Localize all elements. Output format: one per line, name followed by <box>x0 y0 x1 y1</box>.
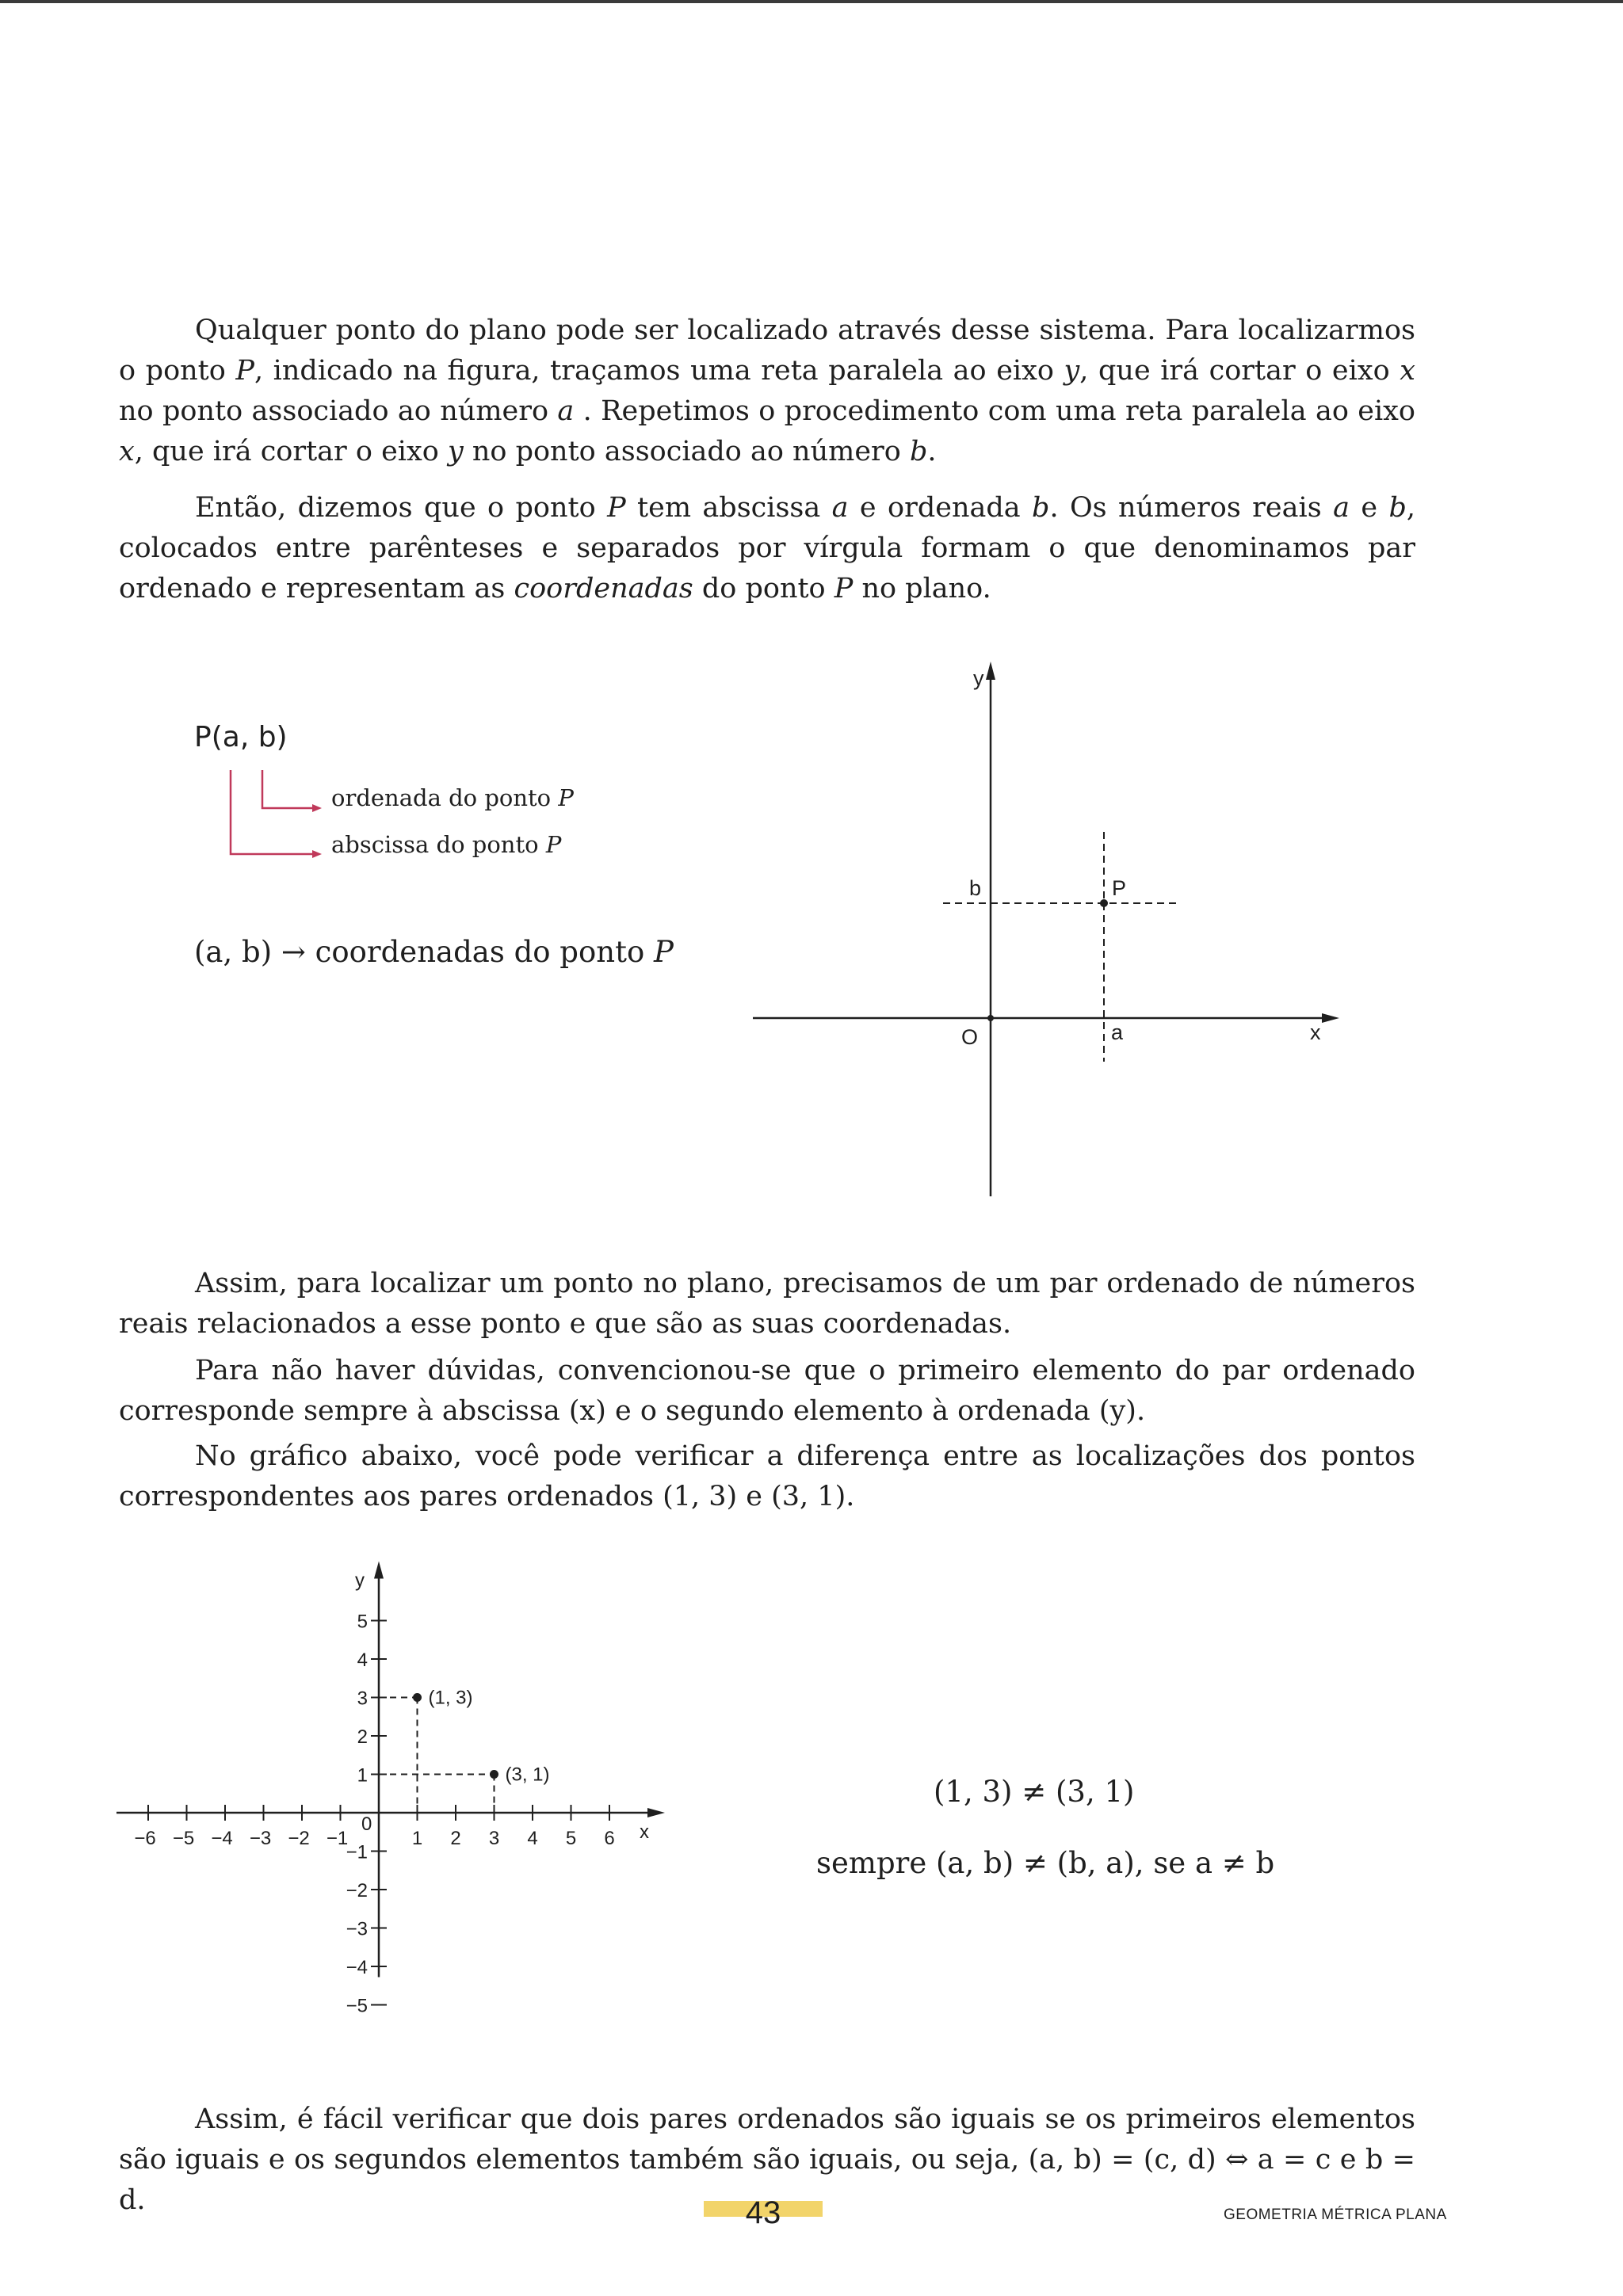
coordinates-definition: (a, b) → coordenadas do ponto P <box>194 935 674 969</box>
paragraph-2: Então, dizemos que o ponto P tem abscissa a e ordenada b. Os números reais a e b, colocados entre parênteses e separados por vírgula formam o que denominamos par ordenado e representam as coordenadas do ponto P no plano. <box>119 492 1415 605</box>
x-tick-label: 6 <box>604 1828 615 1849</box>
y-tick-label: 1 <box>357 1764 368 1787</box>
y-axis-arrowhead <box>374 1562 384 1579</box>
x-tick-label: −4 <box>211 1828 233 1849</box>
y-tick-label: 3 <box>357 1688 368 1710</box>
abscissa-label: abscissa do ponto P <box>331 831 562 858</box>
paragraph-6: Assim, é fácil verificar que dois pares ordenados são iguais se os primeiros elementos são iguais e os segundos elementos também são iguais, ou seja, (a, b) = (c, d) ⇔ a = c e b = d. <box>119 2103 1415 2216</box>
point-p-marker <box>1100 899 1108 907</box>
origin-label: 0 <box>361 1814 372 1835</box>
x-axis-arrowhead <box>1322 1013 1339 1023</box>
paragraph-5: No gráfico abaixo, você pode verificar a diferença entre as localizações dos pontos correspondentes aos pares ordenados (1, 3) e (3, 1). <box>119 1440 1415 1512</box>
paragraph-1: Qualquer ponto do plano pode ser localizado através desse sistema. Para localizarmos o ponto P, indicado na figura, traçamos uma reta paralela ao eixo y, que irá cortar o eixo x no ponto associado ao número a . Repetimos o procedimento com uma reta paralela ao eixo x, que irá cortar o eixo y no ponto associado ao número b. <box>119 315 1415 467</box>
data-point-label: (3, 1) <box>505 1764 550 1786</box>
x-tick-label: 5 <box>565 1828 577 1849</box>
book-title: GEOMETRIA MÉTRICA PLANA <box>1224 2206 1447 2223</box>
data-point <box>413 1693 422 1702</box>
bracket-arrows <box>222 769 325 864</box>
y-tick-label: 4 <box>357 1650 368 1671</box>
pair-label: P(a, b) <box>194 721 288 753</box>
inequality-example: (1, 3) ≠ (3, 1) <box>934 1775 1135 1809</box>
y-axis-label: y <box>355 1569 365 1592</box>
fig1-b-label: b <box>969 876 982 900</box>
x-tick-label: 4 <box>527 1828 538 1849</box>
y-tick-label: −1 <box>346 1841 368 1863</box>
x-axis-label: x <box>640 1821 649 1843</box>
ordinate-label: ordenada do ponto P <box>331 784 574 811</box>
fig1-x-label: x <box>1310 1020 1321 1044</box>
inequality-rule: sempre (a, b) ≠ (b, a), se a ≠ b <box>816 1846 1275 1880</box>
fig1-p-label: P <box>1112 876 1127 900</box>
x-tick-label: −3 <box>249 1828 272 1849</box>
origin-marker <box>987 1015 994 1021</box>
y-tick-label: −5 <box>346 1995 368 2017</box>
fig1-origin-label: O <box>961 1025 979 1049</box>
x-tick-label: −5 <box>172 1828 195 1849</box>
y-tick-label: −3 <box>346 1918 368 1940</box>
page-number: 43 <box>704 2195 823 2231</box>
top-rule <box>0 0 1623 3</box>
ordinate-arrowhead <box>312 804 322 812</box>
x-tick-label: −1 <box>326 1828 349 1849</box>
abscissa-arrowhead <box>312 850 322 858</box>
y-tick-label: −4 <box>346 1957 368 1978</box>
y-tick-label: −2 <box>346 1880 368 1901</box>
x-tick-label: −6 <box>134 1828 156 1849</box>
data-point-label: (1, 3) <box>428 1687 473 1709</box>
x-tick-label: 3 <box>488 1828 500 1849</box>
x-axis-arrowhead <box>647 1808 665 1817</box>
fig1-y-label: y <box>973 666 984 690</box>
y-axis-arrowhead <box>986 662 995 680</box>
x-tick-label: −2 <box>288 1828 310 1849</box>
x-tick-label: 2 <box>450 1828 461 1849</box>
paragraph-4: Para não haver dúvidas, convencionou-se que o primeiro elemento do par ordenado corresponde sempre à abscissa (x) e o segundo elemento à ordenada (y). <box>119 1355 1415 1427</box>
x-tick-label: 1 <box>411 1828 423 1849</box>
y-tick-label: 5 <box>357 1611 368 1633</box>
y-tick-label: 2 <box>357 1726 368 1748</box>
paragraph-3: Assim, para localizar um ponto no plano, precisamos de um par ordenado de números reais relacionados a esse ponto e que são as suas coordenadas. <box>119 1268 1415 1340</box>
ordered-pairs-chart <box>111 1549 697 2048</box>
fig1-a-label: a <box>1111 1020 1124 1044</box>
data-point <box>490 1770 498 1779</box>
ordinate-bracket <box>262 770 315 808</box>
abscissa-bracket <box>231 770 315 854</box>
figure-point-p <box>753 658 1347 1212</box>
